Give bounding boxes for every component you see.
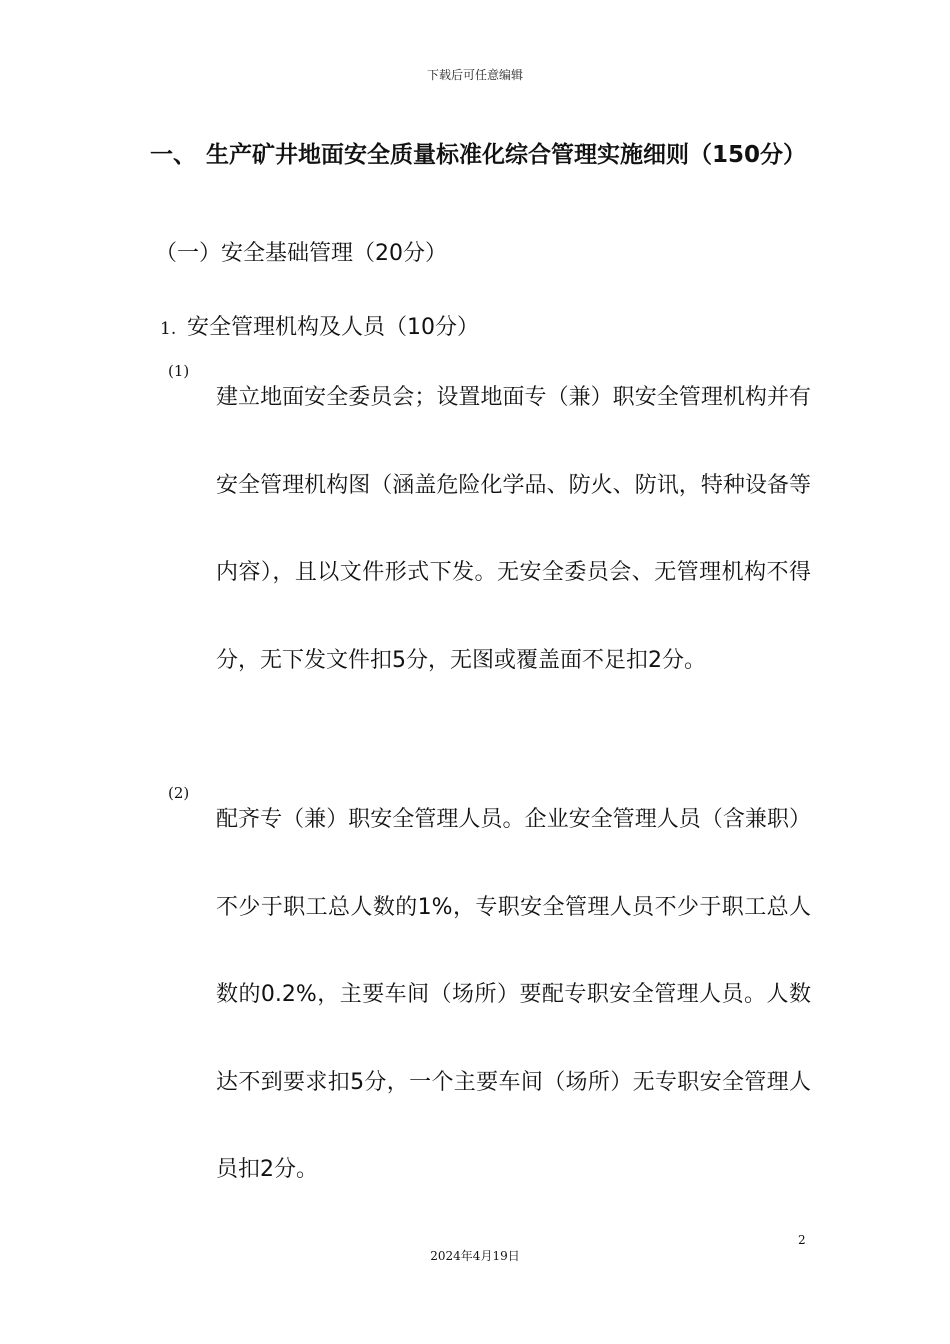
clause-title: 安全管理机构及人员（10分） [187, 315, 479, 340]
subsection-heading: （一）安全基础管理（20分） [155, 241, 447, 266]
item-number: (1) [168, 362, 190, 380]
section-number: 一、 [150, 142, 196, 168]
item-number: (2) [168, 784, 190, 802]
clause-number: 1. [160, 319, 177, 339]
section-title: 生产矿井地面安全质量标准化综合管理实施细则（150分） [206, 142, 807, 168]
footer-date: 2024年4月19日 [430, 1249, 520, 1263]
clause-heading [160, 310, 479, 341]
item-text: 配齐专（兼）职安全管理人员。企业安全管理人员（含兼职）不少于职工总人数的1%，专职安全管理人员不少于职工总人数的0.2%，主要车间（场所）要配专职安全管理人员。人数达不到要求扣5分，一个主要车间（场所）无专职安全管理人员扣2分。 [216, 807, 811, 1182]
page-header: 下载后可任意编辑 [426, 68, 523, 82]
section-heading [150, 136, 850, 169]
item-text: 建立地面安全委员会；设置地面专（兼）职安全管理机构并有安全管理机构图（涵盖危险化学品、防火、防讯，特种设备等内容），且以文件形式下发。无安全委员会、无管理机构不得分，无下发文件扣5分，无图或覆盖面不足扣2分。 [216, 385, 811, 673]
page-number: 2 [798, 1233, 806, 1247]
